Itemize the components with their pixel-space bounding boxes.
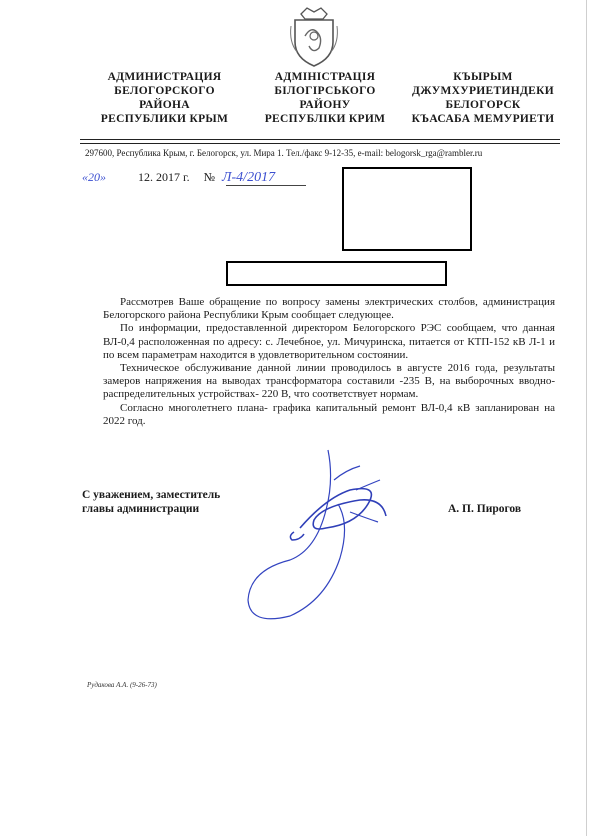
- header-rule-top: [80, 139, 560, 140]
- date-day-handwritten: «20»: [82, 170, 106, 184]
- page-edge: [586, 0, 587, 836]
- number-underline: [226, 185, 306, 186]
- executor-note: Рудакова А.А. (9-26-73): [87, 681, 157, 689]
- body-paragraph: По информации, предоставленной директором Белогорского РЭС сообщаем, что данная ВЛ-0,4 расположенная по адресу: с. Лечебное, ул. Мичуринска, питается от КТП-152 кВ Л-1 и по всем параметрам находится в удовлетворительном состоянии.: [103, 322, 555, 361]
- body-paragraph: Согласно многолетнего плана- графика капитальный ремонт ВЛ-0,4 кВ запланирован на 2022 год.: [103, 401, 555, 427]
- header-ct-line: КЪАСАБА МЕМУРИЕТИ: [411, 113, 555, 125]
- header-ukrainian: [250, 70, 400, 126]
- signatory-name: А. П. Пирогов: [448, 503, 522, 515]
- header-russian: [82, 70, 247, 126]
- redacted-recipient-box: [342, 167, 472, 251]
- date-text: 12. 2017 г.: [138, 170, 190, 184]
- redacted-salutation-box: [226, 261, 447, 286]
- date-line: [82, 170, 275, 186]
- signatory-title-line: главы администрации: [82, 503, 200, 515]
- address-line: 297600, Республика Крым, г. Белогорск, ул. Мира 1. Тел./факс 9-12-35, e-mail: belogorsk_rga@rambler.ru: [85, 148, 483, 158]
- header-ua-line: БІЛОГІРСЬКОГО: [274, 85, 376, 97]
- header-ua-line: АДМІНІСТРАЦІЯ: [274, 71, 376, 83]
- doc-number-handwritten: Л-4/2017: [222, 170, 276, 185]
- body-paragraph: Рассмотрев Ваше обращение по вопросу замены электрических столбов, администрация Белогорского района Республики Крым сообщает следующее.: [103, 296, 555, 322]
- coat-of-arms-icon: [287, 6, 341, 68]
- header-ua-line: РАЙОНУ: [299, 99, 351, 111]
- body-paragraph: Техническое обслуживание данной линии проводилось в августе 2016 года, результаты замеров напряжения на выводах трансформатора составили -235 В, на выборочных вводно- распределительных устройствах- 220 В, что соответствует нормам.: [103, 362, 555, 401]
- header-crimean-tatar: [403, 70, 563, 126]
- header-ct-line: ДЖУМХУРИЕТИНДЕКИ: [411, 85, 555, 97]
- header-ct-line: БЕЛОГОРСК: [445, 99, 521, 111]
- header-ru-line: АДМИНИСТРАЦИЯ: [107, 71, 222, 83]
- letter-body: [103, 296, 555, 428]
- signatory-title: [82, 488, 220, 516]
- header-ct-line: КЪЫРЫМ: [453, 71, 513, 83]
- header-ua-line: РЕСПУБЛІКИ КРИМ: [264, 113, 386, 125]
- header-ru-line: БЕЛОГОРСКОГО: [114, 85, 215, 97]
- header-ru-line: РЕСПУБЛИКИ КРЫМ: [100, 113, 229, 125]
- header-rule-bottom: [80, 143, 560, 144]
- handwritten-signature: [230, 440, 420, 630]
- header-ru-line: РАЙОНА: [139, 99, 190, 111]
- number-sign: №: [203, 170, 216, 184]
- signatory-title-line: С уважением, заместитель: [82, 489, 221, 501]
